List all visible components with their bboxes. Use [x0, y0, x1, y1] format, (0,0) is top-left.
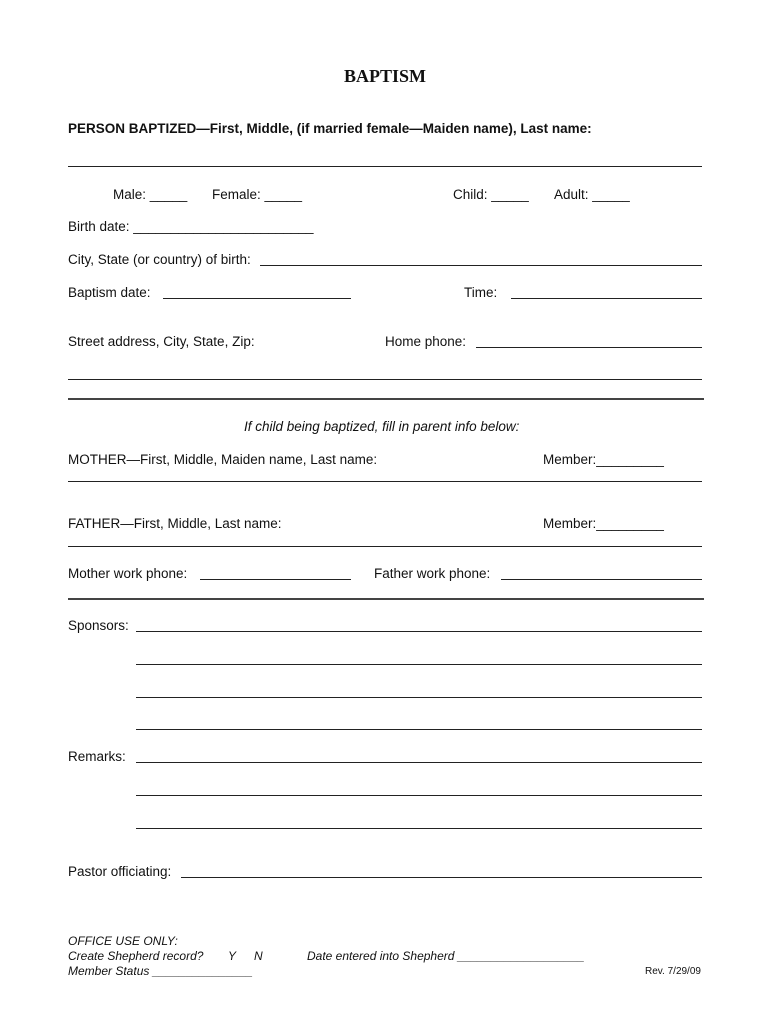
father-name-line[interactable] — [68, 546, 702, 547]
revision-label: Rev. 7/29/09 — [645, 966, 701, 977]
time-line[interactable] — [511, 298, 702, 299]
father-work-phone-label: Father work phone: — [374, 566, 491, 581]
female-label: Female: _____ — [212, 187, 303, 202]
person-baptized-heading: PERSON BAPTIZED—First, Middle, (if married female—Maiden name), Last name: — [68, 121, 592, 136]
birth-place-line[interactable] — [260, 265, 702, 266]
remarks-line[interactable] — [136, 795, 702, 796]
mother-label: MOTHER—First, Middle, Maiden name, Last name: — [68, 452, 378, 467]
remarks-line[interactable] — [136, 762, 702, 763]
father-work-phone-line[interactable] — [501, 579, 702, 580]
home-phone-line[interactable] — [476, 347, 702, 348]
section-divider — [68, 598, 704, 600]
create-record-yes[interactable]: Y — [228, 949, 237, 963]
father-label: FATHER—First, Middle, Last name: — [68, 516, 282, 531]
address-line[interactable] — [68, 379, 702, 380]
home-phone-label: Home phone: — [385, 334, 467, 349]
sponsors-line[interactable] — [136, 664, 702, 665]
page-title: BAPTISM — [343, 66, 426, 86]
sponsors-line[interactable] — [136, 729, 702, 730]
date-entered-label: Date entered into Shepherd ___________________ — [307, 949, 585, 963]
address-label: Street address, City, State, Zip: — [68, 334, 255, 349]
mother-work-phone-label: Mother work phone: — [68, 566, 188, 581]
parent-instruction: If child being baptized, fill in parent info below: — [244, 419, 520, 434]
sponsors-label: Sponsors: — [68, 618, 129, 633]
section-divider — [68, 398, 704, 400]
member-status-label: Member Status _______________ — [68, 964, 253, 978]
child-label: Child: _____ — [453, 187, 529, 202]
create-record-no[interactable]: N — [254, 949, 263, 963]
mother-name-line[interactable] — [68, 481, 702, 482]
male-label: Male: _____ — [113, 187, 188, 202]
remarks-label: Remarks: — [68, 749, 126, 764]
baptism-date-label: Baptism date: — [68, 285, 151, 300]
remarks-line[interactable] — [136, 828, 702, 829]
birth-date-label: Birth date: ________________________ — [68, 219, 314, 234]
mother-member-label: Member:_________ — [543, 452, 664, 467]
office-use-heading: OFFICE USE ONLY: — [68, 934, 178, 948]
person-name-line[interactable] — [68, 166, 702, 167]
sponsors-line[interactable] — [136, 631, 702, 632]
father-member-label: Member:_________ — [543, 516, 664, 531]
mother-work-phone-line[interactable] — [200, 579, 351, 580]
pastor-label: Pastor officiating: — [68, 864, 172, 879]
pastor-line[interactable] — [181, 877, 702, 878]
birth-place-label: City, State (or country) of birth: — [68, 252, 251, 267]
time-label: Time: — [464, 285, 498, 300]
adult-label: Adult: _____ — [554, 187, 630, 202]
baptism-date-line[interactable] — [163, 298, 351, 299]
sponsors-line[interactable] — [136, 697, 702, 698]
create-record-label: Create Shepherd record? — [68, 949, 204, 963]
